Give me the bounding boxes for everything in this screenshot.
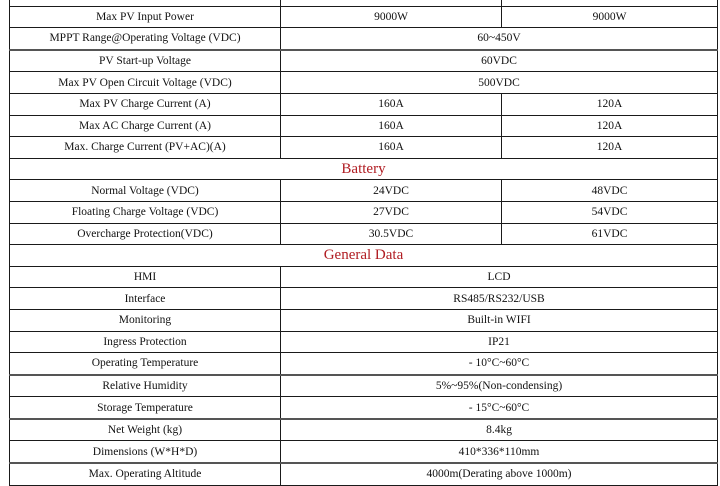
spec-table xyxy=(9,0,718,486)
spec-label: Interface xyxy=(10,288,281,310)
spec-label: Max PV Input Power xyxy=(10,6,281,28)
spec-label: Ingress Protection xyxy=(10,331,281,353)
table-row xyxy=(10,309,718,331)
spec-label: Max. Operating Altitude xyxy=(10,463,281,485)
spec-label: Monitoring xyxy=(10,309,281,331)
table-row xyxy=(10,201,718,223)
table-row xyxy=(10,180,718,202)
spec-label: Max. Charge Current (PV+AC)(A) xyxy=(10,137,281,159)
spec-value: - 10°C~60°C xyxy=(281,353,718,375)
table-row xyxy=(10,223,718,245)
spec-value: 54VDC xyxy=(502,201,718,223)
table-row xyxy=(10,419,718,441)
table-row xyxy=(10,375,718,397)
spec-label: Relative Humidity xyxy=(10,375,281,397)
spec-value: 410*336*110mm xyxy=(281,441,718,463)
table-row xyxy=(10,463,718,485)
spec-value: 9000W xyxy=(281,6,502,28)
table-row xyxy=(10,331,718,353)
spec-value: Built-in WIFI xyxy=(281,309,718,331)
table-row xyxy=(10,72,718,94)
spec-label: Max AC Charge Current (A) xyxy=(10,115,281,137)
spec-value: 48VDC xyxy=(502,180,718,202)
spec-value: 9000W xyxy=(502,6,718,28)
spec-label: Storage Temperature xyxy=(10,397,281,419)
spec-label: Floating Charge Voltage (VDC) xyxy=(10,201,281,223)
table-row xyxy=(10,50,718,72)
spec-label: Net Weight (kg) xyxy=(10,419,281,441)
spec-label: PV Start-up Voltage xyxy=(10,50,281,72)
spec-value: 120A xyxy=(502,93,718,115)
spec-value: 120A xyxy=(502,137,718,159)
spec-value: RS485/RS232/USB xyxy=(281,288,718,310)
spec-label: MPPT Range@Operating Voltage (VDC) xyxy=(10,28,281,50)
table-row xyxy=(10,353,718,375)
table-row xyxy=(10,93,718,115)
spec-label: HMI xyxy=(10,266,281,288)
section-title: General Data xyxy=(10,245,718,267)
section-title: Battery xyxy=(10,158,718,180)
spec-label: Operating Temperature xyxy=(10,353,281,375)
table-row xyxy=(10,441,718,463)
spec-label: Max PV Open Circuit Voltage (VDC) xyxy=(10,72,281,94)
table-row xyxy=(10,397,718,419)
spec-label: Normal Voltage (VDC) xyxy=(10,180,281,202)
section-header-general-data xyxy=(10,245,718,267)
spec-label: Max PV Charge Current (A) xyxy=(10,93,281,115)
table-row xyxy=(10,115,718,137)
table-row xyxy=(10,266,718,288)
spec-value: 160A xyxy=(281,137,502,159)
spec-value: 30.5VDC xyxy=(281,223,502,245)
spec-value: LCD xyxy=(281,266,718,288)
spec-value: - 15°C~60°C xyxy=(281,397,718,419)
table-row xyxy=(10,137,718,159)
section-header-battery xyxy=(10,158,718,180)
spec-value: 27VDC xyxy=(281,201,502,223)
spec-value: IP21 xyxy=(281,331,718,353)
spec-value: 160A xyxy=(281,93,502,115)
spec-value: 5%~95%(Non-condensing) xyxy=(281,375,718,397)
table-row xyxy=(10,6,718,28)
spec-value: 120A xyxy=(502,115,718,137)
spec-value: 8.4kg xyxy=(281,419,718,441)
spec-value: 60~450V xyxy=(281,28,718,50)
spec-value: 160A xyxy=(281,115,502,137)
spec-label: Dimensions (W*H*D) xyxy=(10,441,281,463)
spec-value: 24VDC xyxy=(281,180,502,202)
spec-value: 61VDC xyxy=(502,223,718,245)
spec-value: 4000m(Derating above 1000m) xyxy=(281,463,718,485)
spec-label: Overcharge Protection(VDC) xyxy=(10,223,281,245)
spec-value: 500VDC xyxy=(281,72,718,94)
spec-value: 60VDC xyxy=(281,50,718,72)
table-row xyxy=(10,288,718,310)
table-row xyxy=(10,28,718,50)
